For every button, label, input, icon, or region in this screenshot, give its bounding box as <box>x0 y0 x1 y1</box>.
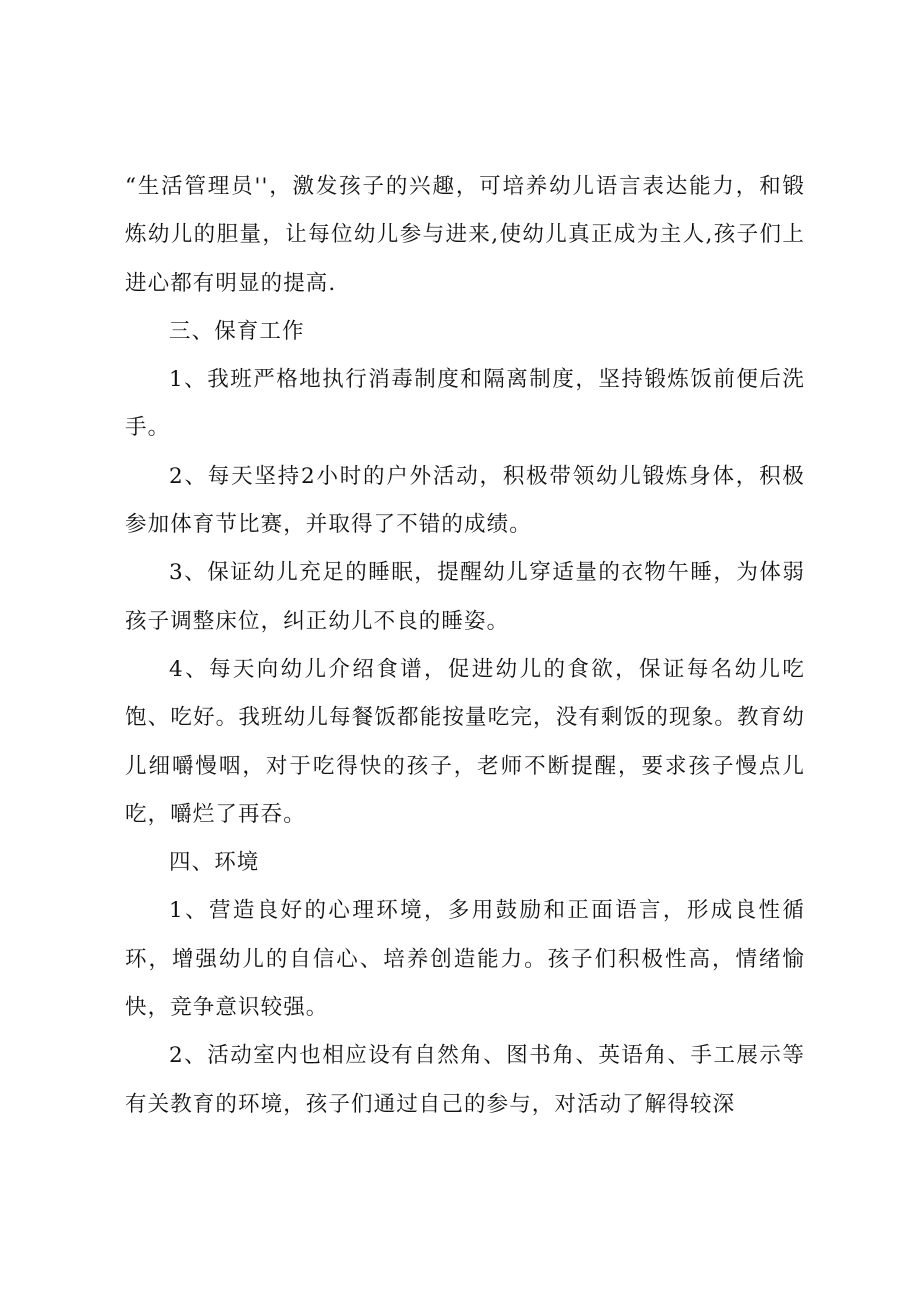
paragraph-continuation: “生活管理员''，激发孩子的兴趣，可培养幼儿语言表达能力，和锻炼幼儿的胆量，让每位幼儿参与进来,使幼儿真正成为主人,孩子们上进心都有明显的提高. <box>125 174 805 296</box>
paragraph-care-2: 2、每天坚持2小时的户外活动，积极带领幼儿锻炼身体，积极参加体育节比赛，并取得了不错的成绩。 <box>125 463 805 538</box>
paragraph-care-4: 4、每天向幼儿介绍食谱，促进幼儿的食欲，保证每名幼儿吃饱、吃好。我班幼儿每餐饭都能按量吃完，没有剩饭的现象。教育幼儿细嚼慢咽，对于吃得快的孩子，老师不断提醒，要求孩子慢点儿吃，嚼烂了再吞。 <box>125 656 805 827</box>
section-heading-care: 三、保育工作 <box>169 318 305 344</box>
paragraph-environment-2: 2、活动室内也相应设有自然角、图书角、英语角、手工展示等有关教育的环境，孩子们通过自己的参与，对活动了解得较深 <box>125 1043 805 1117</box>
paragraph-care-3: 3、保证幼儿充足的睡眠，提醒幼儿穿适量的衣物午睡，为体弱孩子调整床位，纠正幼儿不良的睡姿。 <box>125 560 805 634</box>
section-heading-environment: 四、环境 <box>169 850 260 876</box>
paragraph-care-1: 1、我班严格地执行消毒制度和隔离制度，坚持锻炼饭前便后洗手。 <box>125 367 805 441</box>
paragraph-environment-1: 1、营造良好的心理环境，多用鼓励和正面语言，形成良性循环，增强幼儿的自信心、培养创造能力。孩子们积极性高，情绪愉快，竞争意识较强。 <box>125 898 805 1021</box>
document-body <box>125 163 805 1129</box>
